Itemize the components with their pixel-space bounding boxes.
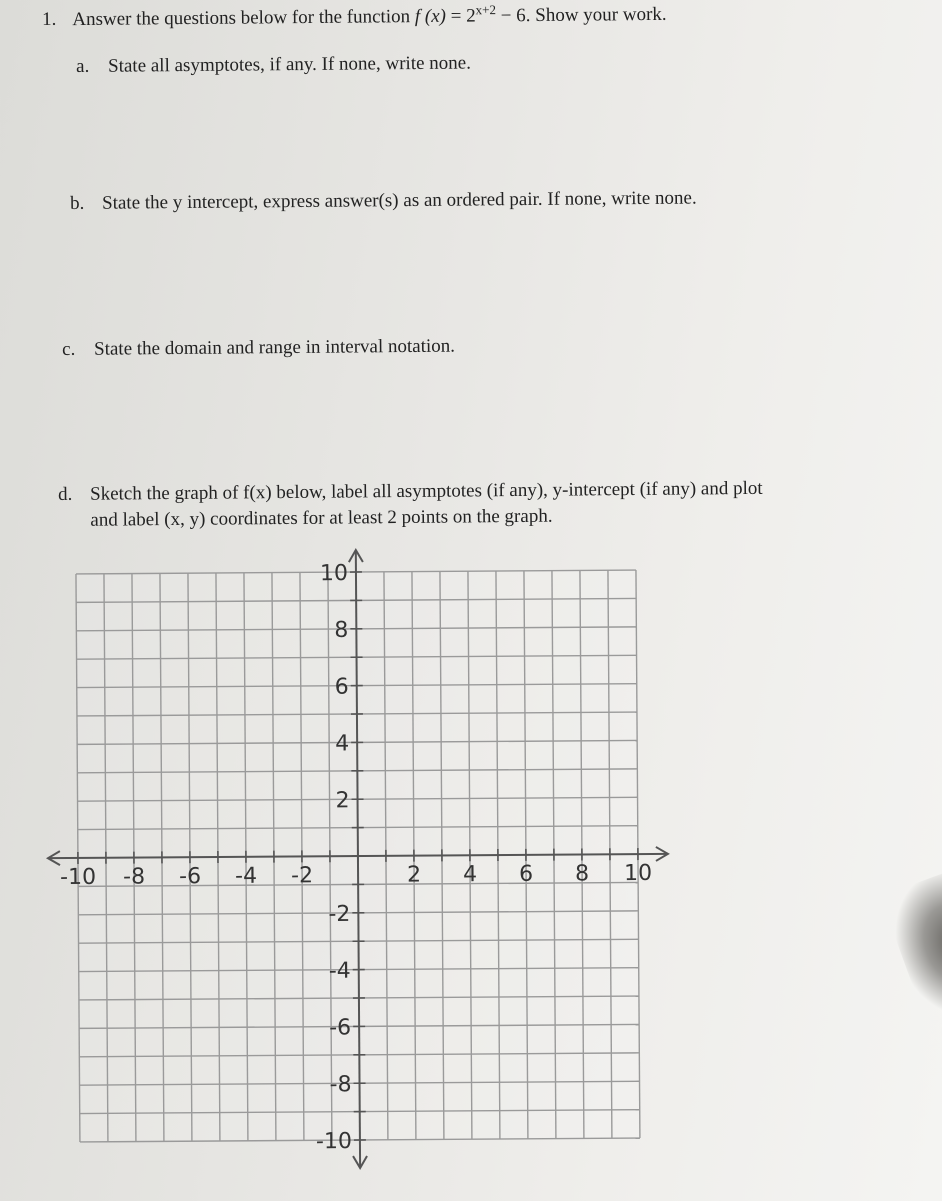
page-shadow — [880, 872, 942, 1027]
y-tick-label: -8 — [329, 1072, 352, 1098]
question-instruction: Show your work. — [530, 3, 667, 27]
function-equals: = — [445, 5, 467, 27]
question-number: 1. — [42, 9, 57, 31]
x-tick-label: 10 — [623, 860, 653, 887]
question-header — [42, 1, 667, 32]
function-exponent: x+2 — [475, 2, 497, 18]
part-d-text-line2: and label (x, y) coordinates for at least 2 points on the graph. — [90, 505, 553, 531]
y-tick-label: 6 — [334, 674, 349, 700]
y-tick-label: -4 — [328, 958, 351, 984]
part-c — [62, 336, 455, 361]
x-tick-label: 6 — [518, 861, 534, 887]
part-b-letter: b. — [70, 192, 85, 214]
x-tick-label: -6 — [179, 864, 202, 890]
part-b-text: State the y intercept, express answer(s) as an ordered pair. If none, write none. — [101, 187, 697, 214]
y-tick-label: -6 — [329, 1015, 352, 1041]
x-tick-label: -4 — [235, 863, 258, 889]
x-tick-label: 8 — [574, 861, 590, 887]
part-d — [58, 476, 763, 534]
part-a-letter: a. — [76, 55, 90, 77]
function-tail: − 6. — [495, 5, 531, 27]
question-intro: Answer the questions below for the function — [72, 6, 411, 31]
x-tick-label: 2 — [406, 862, 422, 888]
part-a — [76, 53, 471, 78]
x-tick-label: -8 — [123, 864, 146, 890]
function-base: 2 — [466, 5, 476, 27]
function-lhs: f (x) — [414, 5, 447, 28]
part-b — [70, 188, 697, 215]
part-d-letter: d. — [58, 483, 73, 505]
part-c-text: State the domain and range in interval notation. — [93, 335, 456, 360]
y-tick-label: 10 — [319, 561, 349, 587]
part-a-text: State all asymptotes, if any. If none, write none. — [107, 52, 472, 77]
coordinate-graph[interactable] — [38, 538, 683, 1192]
y-tick-label: 2 — [335, 788, 350, 814]
x-tick-label: -2 — [291, 863, 314, 889]
y-tick-label: 4 — [335, 731, 350, 757]
part-d-text-line1: Sketch the graph of f(x) below, label all asymptotes (if any), y-intercept (if any) and plot — [90, 477, 763, 505]
part-c-letter: c. — [62, 338, 76, 360]
y-tick-label: -10 — [315, 1129, 353, 1155]
y-tick-label: -2 — [328, 901, 351, 928]
coordinate-plane[interactable] — [38, 538, 683, 1192]
y-tick-label: 8 — [334, 617, 349, 643]
x-tick-label: 4 — [462, 862, 478, 888]
x-tick-label: -10 — [60, 864, 97, 891]
